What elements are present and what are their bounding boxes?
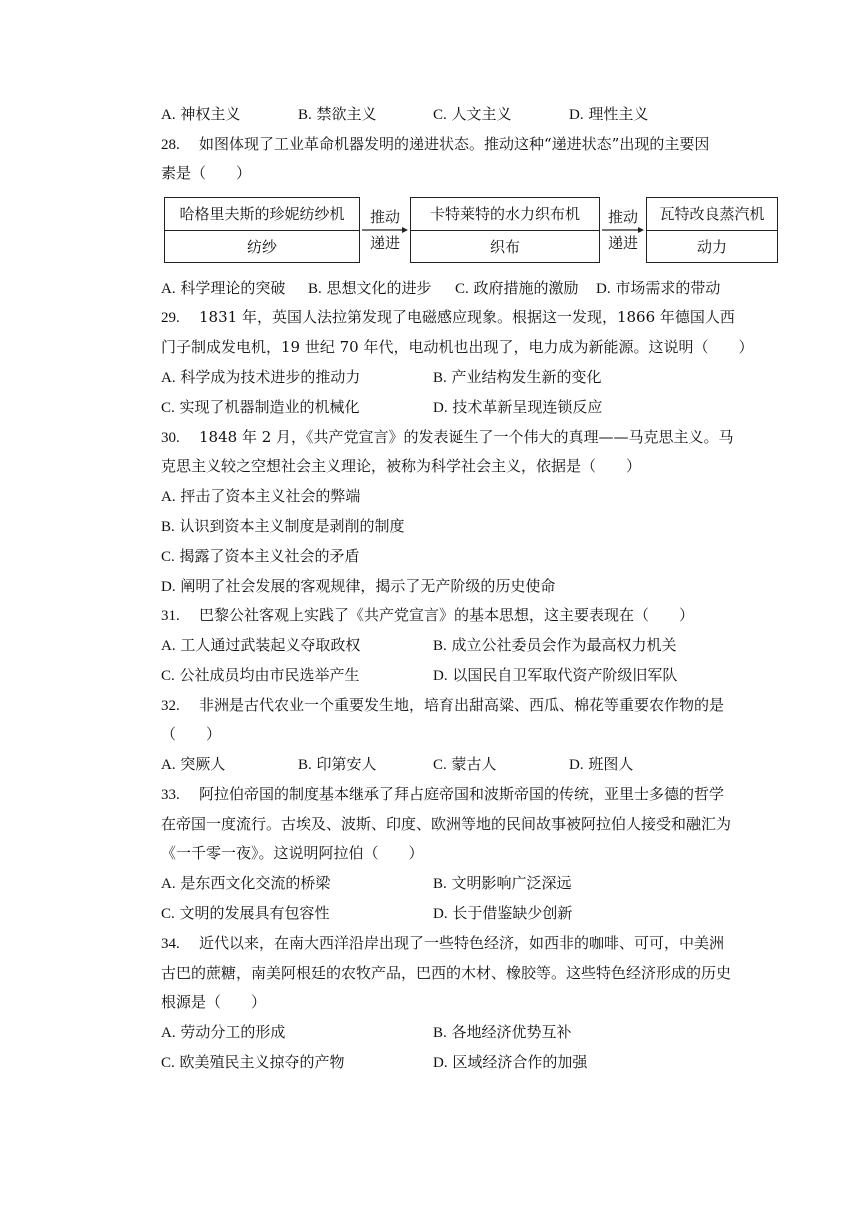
- option-letter: A.: [161, 107, 176, 123]
- q33-stem-line-2: [161, 813, 731, 835]
- q33-option-d: [433, 902, 572, 925]
- option-text: 理性主义: [588, 105, 649, 123]
- option-letter: C.: [161, 400, 175, 416]
- diagram-box-label: 织布: [489, 238, 520, 256]
- question-stem: 阿拉伯帝国的制度基本继承了拜占庭帝国和波斯帝国的传统，亚里士多德的哲学: [199, 785, 725, 803]
- option-letter: B.: [298, 757, 312, 773]
- q28-option-d: [596, 277, 720, 300]
- option-text: 技术革新呈现连锁反应: [452, 398, 603, 416]
- q33-option-a: [161, 872, 330, 895]
- q27-option-b: [298, 103, 377, 126]
- option-letter: A.: [161, 638, 176, 654]
- q31-option-a: [161, 634, 360, 657]
- q29-stem-line-1: [161, 306, 735, 328]
- diagram-arrow-2: [602, 197, 644, 263]
- q27-option-d: [569, 103, 648, 126]
- question-stem: 非洲是古代农业一个重要发生地，培育出甜高粱、西瓜、棉花等重要农作物的是: [199, 696, 725, 714]
- option-text: 文明的发展具有包容性: [179, 904, 330, 922]
- option-letter: D.: [433, 906, 448, 922]
- option-letter: B.: [433, 370, 447, 386]
- option-text: 区域经济合作的加强: [452, 1053, 588, 1071]
- arrow-label-top: 推动: [369, 208, 400, 226]
- option-letter: C.: [161, 549, 175, 565]
- option-letter: B.: [161, 519, 175, 535]
- diagram-box-label: 动力: [696, 238, 727, 256]
- q31-option-b: [433, 634, 677, 657]
- q29-option-c: [161, 396, 360, 419]
- arrow-label-top: 推动: [607, 208, 638, 226]
- q31-stem-line-1: [161, 604, 694, 626]
- option-text: 长于借鉴缺少创新: [452, 904, 573, 922]
- option-letter: B.: [433, 1025, 447, 1041]
- option-text: 揭露了资本主义社会的矛盾: [179, 547, 360, 565]
- q34-stem-line-1: [161, 932, 724, 954]
- option-letter: D.: [569, 107, 584, 123]
- question-stem: （ ）: [161, 725, 222, 743]
- option-letter: C.: [161, 906, 175, 922]
- option-text: 以国民自卫军取代资产阶级旧军队: [452, 666, 678, 684]
- question-number: 28.: [161, 137, 180, 153]
- question-stem: 素是（ ）: [161, 164, 252, 182]
- diagram-box-spinning-jenny: [164, 197, 360, 263]
- option-letter: D.: [161, 579, 176, 595]
- option-letter: B.: [433, 638, 447, 654]
- question-stem: 1848 年 2 月，《共产党宣言》的发表诞生了一个伟大的真理——马克思主义。马: [199, 428, 734, 446]
- question-number: 29.: [161, 310, 180, 326]
- diagram-box-water-loom: [410, 197, 600, 263]
- option-text: 班图人: [588, 755, 634, 773]
- q28-stem-line-2: [161, 162, 251, 184]
- option-letter: A.: [161, 281, 176, 297]
- q29-stem-line-2: [161, 336, 753, 358]
- option-text: 印第安人: [316, 755, 377, 773]
- q31-option-c: [161, 664, 360, 687]
- q31-option-d: [433, 664, 677, 687]
- option-letter: B.: [298, 107, 312, 123]
- option-letter: C.: [433, 107, 447, 123]
- q32-stem-line-1: [161, 694, 724, 716]
- q28-option-a: [161, 277, 285, 300]
- diagram-box-title: 卡特莱特的水力织布机: [411, 198, 599, 231]
- q34-option-a: [161, 1021, 285, 1044]
- question-stem: 1831 年，英国人法拉第发现了电磁感应现象。根据这一发现，1866 年德国人西: [199, 308, 735, 326]
- option-text: 公社成员均由市民选举产生: [179, 666, 360, 684]
- q32-stem-line-2: [161, 723, 221, 745]
- option-letter: A.: [161, 876, 176, 892]
- q29-option-b: [433, 366, 602, 389]
- option-text: 工人通过武装起义夺取政权: [180, 636, 361, 654]
- q33-option-c: [161, 902, 330, 925]
- q34-stem-line-3: [161, 991, 266, 1013]
- q32-option-c: [433, 753, 497, 776]
- option-text: 阐明了社会发展的客观规律，揭示了无产阶级的历史使命: [180, 577, 556, 595]
- q30-option-a: [161, 485, 360, 508]
- question-number: 33.: [161, 787, 180, 803]
- q33-option-b: [433, 872, 572, 895]
- option-letter: C.: [161, 1055, 175, 1071]
- option-letter: C.: [161, 668, 175, 684]
- q30-option-d: [161, 575, 555, 598]
- q27-option-a: [161, 103, 240, 126]
- q32-option-b: [298, 753, 377, 776]
- question-number: 32.: [161, 698, 180, 714]
- option-text: 劳动分工的形成: [180, 1023, 286, 1041]
- option-letter: A.: [161, 370, 176, 386]
- q29-option-a: [161, 366, 360, 389]
- question-stem: 克思主义较之空想社会主义理论，被称为科学社会主义，依据是（ ）: [161, 457, 642, 475]
- option-text: 成立公社委员会作为最高权力机关: [451, 636, 677, 654]
- q29-option-d: [433, 396, 602, 419]
- option-text: 蒙古人: [451, 755, 497, 773]
- option-letter: A.: [161, 757, 176, 773]
- question-stem: 巴黎公社客观上实践了《共产党宣言》的基本思想，这主要表现在（ ）: [199, 606, 695, 624]
- option-text: 科学成为技术进步的推动力: [180, 368, 361, 386]
- q30-stem-line-1: [161, 426, 734, 448]
- option-text: 人文主义: [451, 105, 512, 123]
- question-stem: 根源是（ ）: [161, 993, 267, 1011]
- q28-stem-line-1: [161, 133, 709, 155]
- q33-stem-line-1: [161, 783, 724, 805]
- machine-progression-diagram: [164, 197, 778, 267]
- question-number: 31.: [161, 608, 180, 624]
- diagram-arrow-1: [362, 197, 408, 263]
- diagram-box-steam-engine: [646, 197, 778, 263]
- q32-option-d: [569, 753, 633, 776]
- option-letter: D.: [433, 668, 448, 684]
- q30-stem-line-2: [161, 455, 641, 477]
- q34-option-d: [433, 1051, 587, 1074]
- option-text: 欧美殖民主义掠夺的产物: [179, 1053, 345, 1071]
- q30-option-c: [161, 545, 360, 568]
- q33-stem-line-3: [161, 842, 424, 864]
- question-number: 30.: [161, 430, 180, 446]
- option-letter: A.: [161, 1025, 176, 1041]
- q34-option-c: [161, 1051, 345, 1074]
- question-stem: 古巴的蔗糖，南美阿根廷的农牧产品，巴西的木材、橡胶等。这些特色经济形成的历史: [161, 964, 732, 982]
- question-stem: 如图体现了工业革命机器发明的递进状态。推动这种“递进状态”出现的主要因: [199, 135, 710, 153]
- option-letter: B.: [308, 281, 322, 297]
- option-text: 产业结构发生新的变化: [451, 368, 602, 386]
- question-number: 34.: [161, 936, 180, 952]
- option-letter: A.: [161, 489, 176, 505]
- option-text: 政府措施的激励: [473, 279, 579, 297]
- option-text: 思想文化的进步: [326, 279, 432, 297]
- option-text: 抨击了资本主义社会的弊端: [180, 487, 361, 505]
- diagram-box-label: 纺纱: [246, 238, 277, 256]
- q30-option-b: [161, 515, 405, 538]
- q34-option-b: [433, 1021, 572, 1044]
- arrow-label-bottom: 递进: [607, 234, 638, 252]
- arrow-label-bottom: 递进: [369, 234, 400, 252]
- option-letter: B.: [433, 876, 447, 892]
- option-text: 禁欲主义: [316, 105, 377, 123]
- q28-option-b: [308, 277, 432, 300]
- question-stem: 在帝国一度流行。古埃及、波斯、印度、欧洲等地的民间故事被阿拉伯人接受和融汇为: [161, 815, 732, 833]
- option-text: 市场需求的带动: [615, 279, 721, 297]
- option-letter: D.: [433, 400, 448, 416]
- option-text: 突厥人: [180, 755, 226, 773]
- question-stem: 门子制成发电机，19 世纪 70 年代，电动机也出现了，电力成为新能源。这说明（ ）: [161, 338, 754, 356]
- option-text: 认识到资本主义制度是剥削的制度: [179, 517, 405, 535]
- question-stem: 近代以来，在南大西洋沿岸出现了一些特色经济，如西非的咖啡、可可，中美洲: [199, 934, 725, 952]
- q28-option-c: [455, 277, 579, 300]
- option-letter: C.: [433, 757, 447, 773]
- q32-option-a: [161, 753, 225, 776]
- option-letter: D.: [596, 281, 611, 297]
- q34-stem-line-2: [161, 962, 731, 984]
- option-text: 各地经济优势互补: [451, 1023, 572, 1041]
- option-letter: D.: [569, 757, 584, 773]
- q27-option-c: [433, 103, 512, 126]
- option-letter: D.: [433, 1055, 448, 1071]
- diagram-box-title: 哈格里夫斯的珍妮纺纱机: [165, 198, 359, 231]
- diagram-box-title: 瓦特改良蒸汽机: [647, 198, 777, 231]
- option-text: 科学理论的突破: [180, 279, 286, 297]
- option-letter: C.: [455, 281, 469, 297]
- option-text: 神权主义: [180, 105, 241, 123]
- option-text: 实现了机器制造业的机械化: [179, 398, 360, 416]
- option-text: 是东西文化交流的桥梁: [180, 874, 331, 892]
- question-stem: 《一千零一夜》。这说明阿拉伯（ ）: [161, 844, 424, 862]
- option-text: 文明影响广泛深远: [451, 874, 572, 892]
